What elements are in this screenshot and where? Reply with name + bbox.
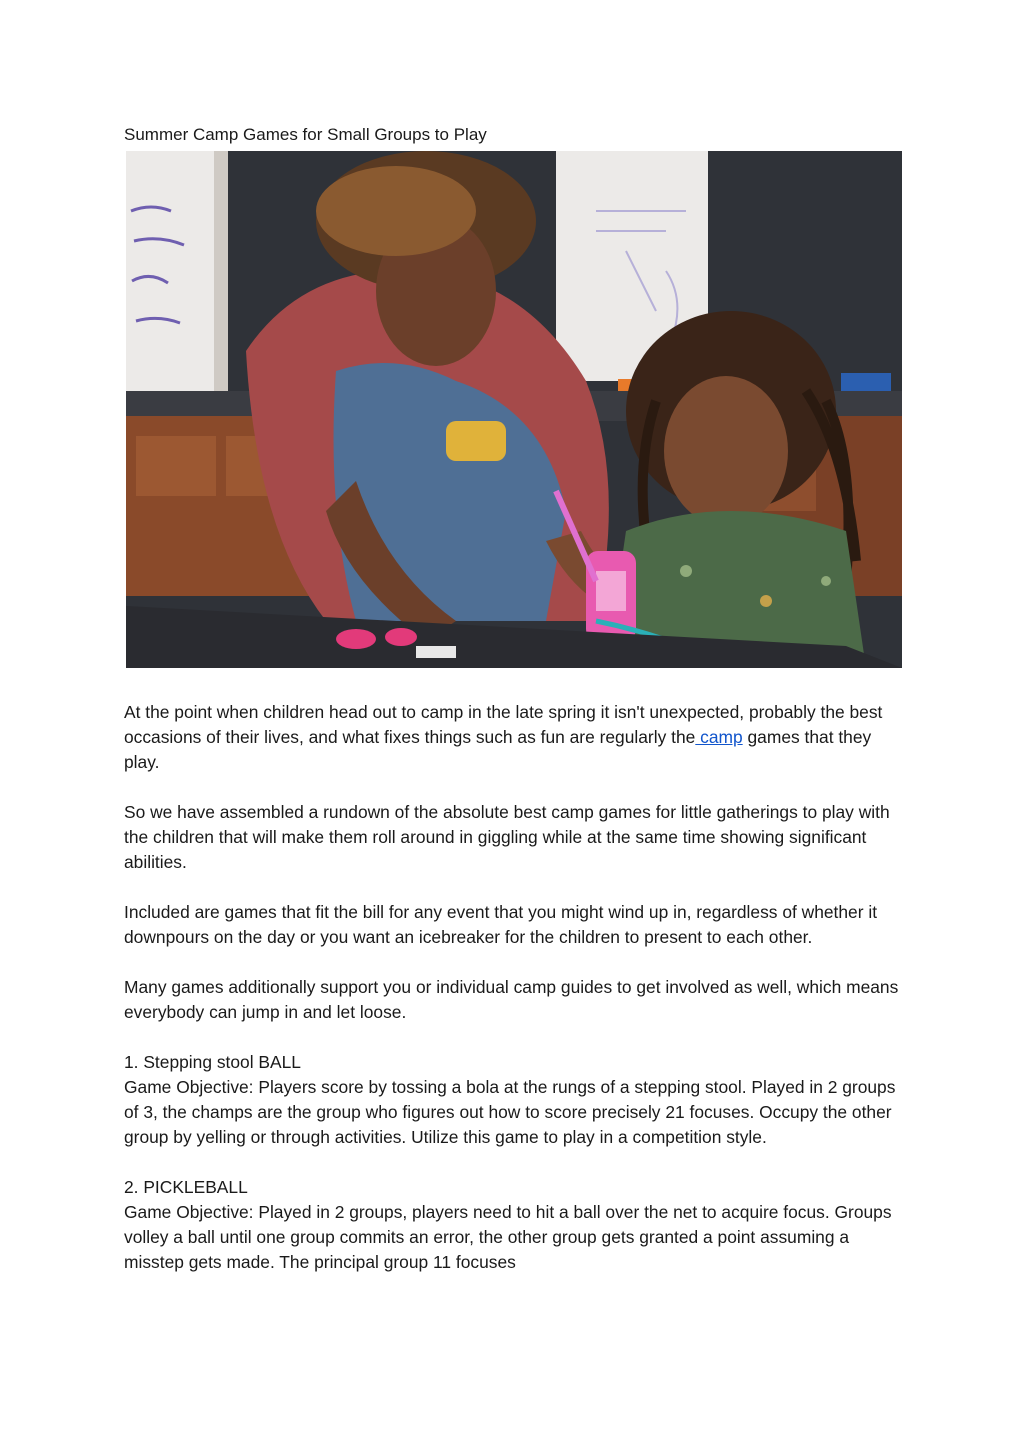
paragraph-intro-text-end: games that they play. <box>124 727 872 772</box>
paragraph-included: Included are games that fit the bill for any event that you might wind up in, regardless of whether it downpours on the day or you want an icebreaker for the children to present to each other. <box>124 902 878 947</box>
paragraph-intro <box>124 700 904 775</box>
section-stepping-stool-ball <box>124 1050 904 1150</box>
section-body: Game Objective: Played in 2 groups, players need to hit a ball over the net to acquire focus. Groups volley a ball until one group commits an error, the other group gets granted a point assuming a misstep gets made. The principal group 11 focuses <box>124 1202 892 1272</box>
paragraph-intro-text: At the point when children head out to camp in the late spring it isn't unexpected, probably the best occasions of their lives, and what fixes things such as fun are regularly the <box>124 702 883 747</box>
paragraph-many-games: Many games additionally support you or individual camp guides to get involved as well, which means everybody can jump in and let loose. <box>124 977 899 1022</box>
section-heading: 2. PICKLEBALL <box>124 1177 248 1197</box>
section-pickleball <box>124 1175 904 1275</box>
paragraph-rundown: So we have assembled a rundown of the absolute best camp games for little gatherings to play with the children that will make them roll around in giggling while at the same time showing significant abilities. <box>124 802 890 872</box>
hero-photo <box>126 151 902 668</box>
article-body <box>124 700 904 1300</box>
section-heading: 1. Stepping stool BALL <box>124 1052 301 1072</box>
camp-link[interactable]: camp <box>695 727 743 747</box>
document-title: Summer Camp Games for Small Groups to Play <box>124 125 487 144</box>
hero-photo-illustration <box>126 151 902 668</box>
section-body: Game Objective: Players score by tossing a bola at the rungs of a stepping stool. Played in 2 groups of 3, the champs are the group who figures out how to score precisely 21 focuses. Occupy the other group by yelling or through activities. Utilize this game to play in a competition style. <box>124 1077 896 1147</box>
